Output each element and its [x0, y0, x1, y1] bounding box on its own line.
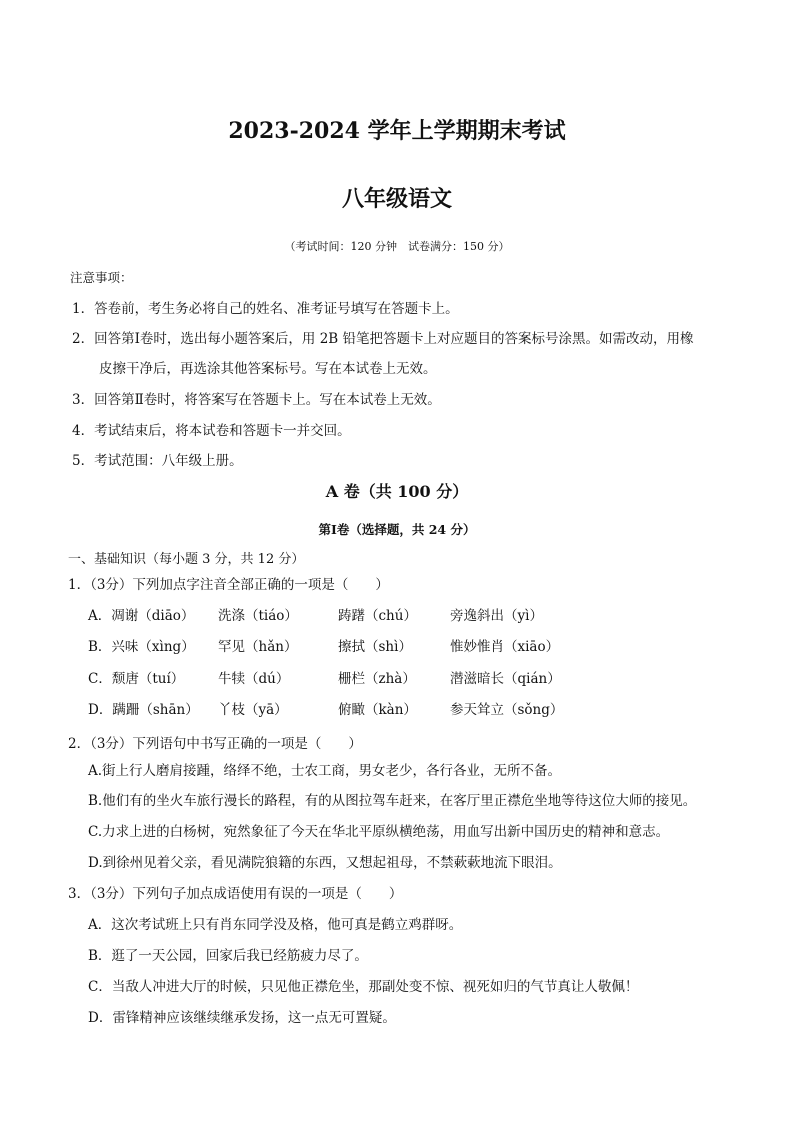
q1-d-item-4: 参天耸立（sǒng） [450, 702, 564, 718]
q1-d-item-2: 丫枝（yā） [218, 702, 288, 718]
q1-b-item-3: 擦拭（shì） [338, 639, 412, 655]
q3-option-c: C．当敌人冲进大厅的时候，只见他正襟危坐，那副处变不惊、视死如归的气节真让人敬佩！ [88, 979, 639, 995]
q1-d-item-3: 俯瞰（kàn） [338, 702, 417, 718]
q3-option-b: B．逛了一天公园，回家后我已经筋疲力尽了。 [88, 948, 368, 964]
notice-item: 5．考试范围：八年级上册。 [72, 453, 243, 469]
exam-info: （考试时间：120 分钟 试卷满分：150 分） [284, 240, 510, 253]
q3-option-d: D．雷锋精神应该继续继承发扬，这一点无可置疑。 [88, 1010, 396, 1026]
q1-b-item-2: 罕见（hǎn） [218, 639, 298, 655]
q1-c-item-3: 栅栏（zhà） [338, 671, 416, 687]
q2-option-d: D.到徐州见着父亲，看见满院狼籍的东西，又想起祖母，不禁蔌蔌地流下眼泪。 [88, 855, 562, 871]
q1-a-item-2: 洗涤（tiáo） [218, 608, 298, 624]
question-2-stem: 2．（3分）下列语句中书写正确的一项是（ ） [68, 736, 362, 752]
q2-option-c: C.力求上进的白杨树，宛然象征了今天在华北平原纵横绝荡，用血写出新中国历史的精神和意志。 [88, 824, 670, 840]
basic-section-heading: 一、基础知识（每小题 3 分，共 12 分） [68, 552, 305, 567]
q1-a-item-4: 旁逸斜出（yì） [450, 608, 543, 624]
q1-c-item-2: 牛犊（dú） [218, 671, 290, 687]
notice-item: 2．回答第Ⅰ卷时，选出每小题答案后，用 2B 铅笔把答题卡上对应题目的答案标号涂黑。如需改动，用橡 [72, 331, 694, 347]
paper-a-heading: A 卷（共 100 分） [325, 482, 469, 501]
q2-option-b: B.他们有的坐火车旅行漫长的路程，有的从图拉驾车赶来，在客厅里正襟危坐地等待这位大师的接见。 [88, 793, 697, 809]
part-one-heading: 第Ⅰ卷（选择题，共 24 分） [318, 522, 476, 537]
q1-a-item-3: 踌躇（chú） [338, 608, 417, 624]
q1-b-item-4: 惟妙惟肖（xiāo） [450, 639, 560, 655]
notice-item: 皮擦干净后，再选涂其他答案标号。写在本试卷上无效。 [99, 361, 437, 377]
q1-b-item-1: B．兴味（xìng） [88, 639, 195, 655]
question-1-stem: 1．（3分）下列加点字注音全部正确的一项是（ ） [68, 577, 389, 593]
q1-c-item-1: C．颓唐（tuí） [88, 671, 185, 687]
q2-option-a: A.街上行人磨肩接踵，络绎不绝，士农工商，男女老少，各行各业，无所不备。 [88, 763, 562, 779]
q3-option-a: A．这次考试班上只有肖东同学没及格，他可真是鹤立鸡群呀。 [88, 917, 463, 933]
notice-heading: 注意事项： [70, 270, 133, 285]
notice-item: 1．答卷前，考生务必将自己的姓名、准考证号填写在答题卡上。 [72, 301, 459, 317]
q1-d-item-1: D．蹒跚（shān） [88, 702, 199, 718]
q1-a-item-1: A．凋谢（diāo） [88, 608, 195, 624]
q1-c-item-4: 潜滋暗长（qián） [450, 671, 561, 687]
question-3-stem: 3．（3分）下列句子加点成语使用有误的一项是（ ） [68, 886, 403, 902]
exam-title: 2023-2024 学年上学期期末考试 [228, 118, 566, 144]
notice-item: 4．考试结束后，将本试卷和答题卡一并交回。 [72, 423, 351, 439]
exam-subtitle: 八年级语文 [341, 186, 452, 212]
notice-item: 3．回答第Ⅱ卷时，将答案写在答题卡上。写在本试卷上无效。 [72, 392, 441, 408]
